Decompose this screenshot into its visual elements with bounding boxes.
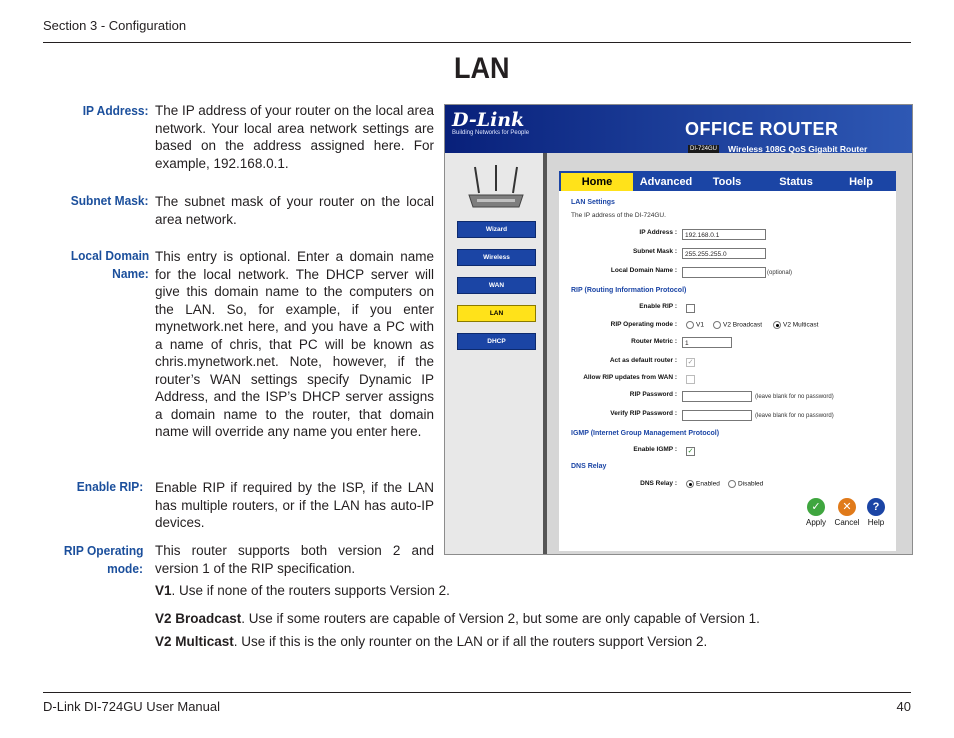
model-badge: DI-724GU — [690, 146, 718, 152]
page-number: 40 — [896, 699, 911, 714]
rip-mode-label: RIP Operating mode : — [610, 321, 677, 328]
rip-mode-v2-multicast: V2 Multicast. Use if this is the only rounter on the LAN or if all the routers support Version 2. — [155, 634, 708, 649]
local-domain-label: Local Domain Name : — [610, 267, 677, 274]
radio-dot — [728, 480, 736, 488]
subnet-mask-input[interactable]: 255.255.255.0 — [682, 248, 766, 259]
tab-status[interactable]: Status — [779, 176, 813, 188]
product-name: OFFICE ROUTER — [685, 119, 839, 139]
term-local-domain-line2: Name: — [112, 266, 149, 281]
desc-subnet-mask: The subnet mask of your router on the local area network. — [155, 194, 434, 227]
desc-ip-address: The IP address of your router on the local area network. Your local area network settings are based on the address assigned here. For example, 192.168.0.1. — [155, 103, 434, 171]
rip-password-hint: (leave blank for no password) — [755, 394, 834, 400]
igmp-heading: IGMP (Internet Group Management Protocol) — [571, 430, 720, 437]
ip-address-label: IP Address : — [639, 229, 677, 236]
term-local-domain-line1: Local Domain — [70, 248, 149, 263]
tab-advanced[interactable]: Advanced — [639, 176, 693, 188]
sidebar — [445, 153, 543, 554]
enable-rip-checkbox[interactable] — [686, 304, 695, 313]
rip-wan-checkbox[interactable] — [686, 375, 695, 384]
section-header: Section 3 - Configuration — [43, 18, 187, 33]
router-device-icon — [465, 163, 527, 211]
rip-password-input[interactable] — [682, 391, 752, 402]
footer-rule — [43, 692, 911, 693]
dlink-logo: D-Link — [452, 109, 525, 131]
tab-help[interactable]: Help — [849, 176, 873, 188]
term-rip-mode-line1: RIP Operating — [63, 543, 143, 558]
sidebar-btn-wan[interactable]: WAN — [457, 277, 536, 294]
local-domain-input[interactable] — [682, 267, 766, 278]
help-button-label[interactable]: Help — [867, 518, 885, 527]
cancel-button-label[interactable]: Cancel — [834, 518, 860, 527]
subnet-mask-label: Subnet Mask : — [632, 248, 677, 255]
rip-heading: RIP (Routing Information Protocol) — [571, 287, 687, 294]
dns-relay-label: DNS Relay : — [640, 480, 677, 487]
desc-enable-rip: Enable RIP if required by the ISP, if the LAN has multiple routers, or if the LAN has auto-IP devices. — [155, 480, 434, 530]
sidebar-btn-lan[interactable]: LAN — [457, 305, 536, 322]
dns-relay-heading: DNS Relay — [571, 463, 607, 470]
sidebar-btn-wizard[interactable]: Wizard — [457, 221, 536, 238]
enable-igmp-checkbox[interactable]: ✓ — [687, 448, 694, 455]
help-question-icon[interactable]: ? — [867, 498, 885, 516]
cancel-x-icon[interactable]: ✕ — [838, 498, 856, 516]
page-title: LAN — [454, 52, 510, 85]
enable-igmp-label: Enable IGMP : — [633, 446, 677, 453]
term-rip-mode-line2: mode: — [107, 561, 143, 576]
verify-password-input[interactable] — [682, 410, 752, 421]
local-domain-hint: (optional) — [767, 270, 793, 276]
rip-wan-label: Allow RIP updates from WAN : — [583, 374, 677, 381]
router-metric-label: Router Metric : — [631, 338, 677, 345]
settings-panel — [559, 191, 896, 551]
enable-rip-label: Enable RIP : — [639, 303, 677, 310]
rip-mode-v2m-radio[interactable]: V2 Multicast — [773, 321, 818, 329]
rip-mode-v2-broadcast: V2 Broadcast. Use if some routers are capable of Version 2, but some are only capable of Version 1. — [155, 611, 760, 626]
tab-home[interactable]: Home — [561, 173, 633, 191]
sidebar-btn-wireless[interactable]: Wireless — [457, 249, 536, 266]
router-screenshot — [444, 104, 913, 555]
apply-button-label[interactable]: Apply — [805, 518, 826, 527]
lan-settings-note: The IP address of the DI-724GU. — [571, 212, 666, 219]
lan-settings-heading: LAN Settings — [571, 199, 615, 206]
verify-password-hint: (leave blank for no password) — [755, 413, 834, 419]
router-metric-input[interactable]: 1 — [682, 337, 732, 348]
radio-dot — [713, 321, 721, 329]
dns-disabled-radio[interactable]: Disabled — [728, 480, 763, 488]
radio-dot — [686, 321, 694, 329]
term-enable-rip: Enable RIP: — [76, 479, 143, 494]
header-rule — [43, 42, 911, 43]
rip-mode-v1: V1. Use if none of the routers supports Version 2. — [155, 583, 450, 598]
desc-local-domain: This entry is optional. Enter a domain name for the local network. The DHCP server will give this domain name to the computers on the LAN. So, for example, if you enter mynetwork.net here, and you have a PC with a name of chris, that PC will be known as chris.mynetwork.net. Note, however, if the router’s WAN settings specify Dynamic IP Address, and the ISP’s DHCP server assigns a domain name to the router, that domain name will override any name you enter here. — [155, 249, 434, 439]
default-router-checkbox[interactable]: ✓ — [687, 359, 694, 366]
tab-tools[interactable]: Tools — [712, 176, 742, 188]
dns-enabled-radio[interactable]: Enabled — [686, 480, 720, 488]
rip-mode-v1-radio[interactable]: V1 — [686, 321, 704, 329]
desc-rip-mode: This router supports both version 2 and version 1 of the RIP specification. — [155, 543, 434, 576]
rip-mode-v2b-radio[interactable]: V2 Broadcast — [713, 321, 762, 329]
rip-password-label: RIP Password : — [629, 391, 677, 398]
radio-dot — [686, 480, 694, 488]
apply-check-icon[interactable]: ✓ — [807, 498, 825, 516]
term-subnet-mask: Subnet Mask: — [71, 193, 149, 208]
verify-password-label: Verify RIP Password : — [610, 410, 677, 417]
model-description: Wireless 108G QoS Gigabit Router — [728, 144, 868, 154]
term-ip-address: IP Address: — [83, 103, 149, 118]
ip-address-input[interactable]: 192.168.0.1 — [682, 229, 766, 240]
footer-manual-title: D-Link DI-724GU User Manual — [43, 699, 221, 714]
radio-dot — [773, 321, 781, 329]
sidebar-btn-dhcp[interactable]: DHCP — [457, 333, 536, 350]
sidebar-divider — [543, 153, 547, 554]
default-router-label: Act as default router : — [609, 357, 677, 364]
dlink-tagline: Building Networks for People — [452, 130, 530, 136]
